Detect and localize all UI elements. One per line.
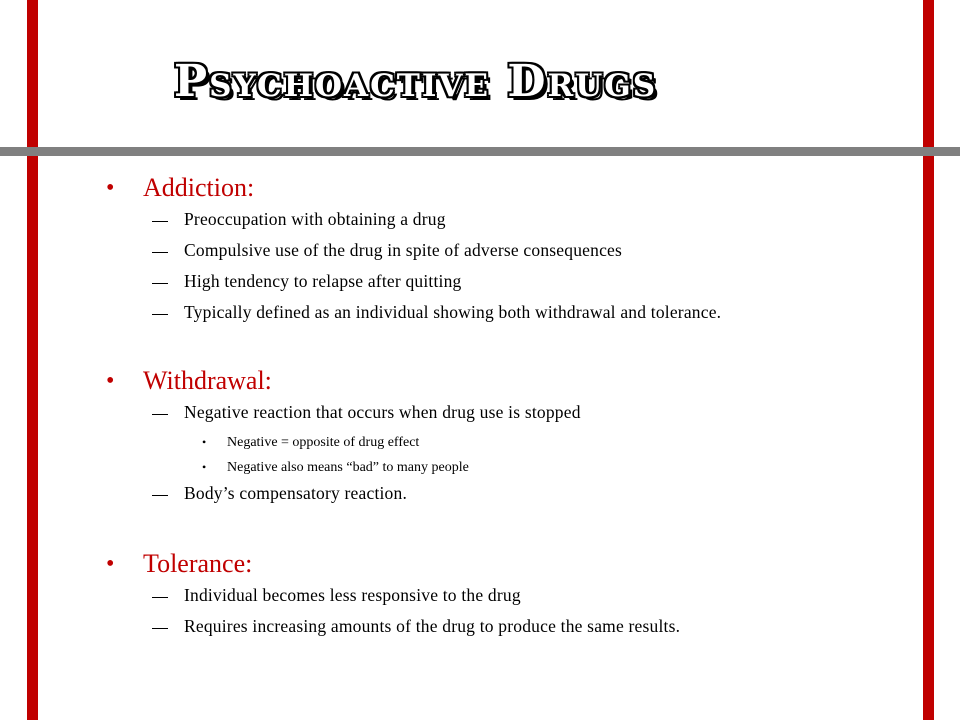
list-item [106, 302, 896, 333]
list-item [106, 209, 896, 240]
list-item [106, 271, 896, 302]
slide-title: Psychoactive Drugs [174, 56, 658, 107]
list-item-text: High tendency to relapse after quitting [184, 271, 462, 291]
bullet-icon: • [106, 368, 115, 394]
section-heading: Tolerance: [143, 549, 253, 578]
sub-list-item-text: Negative also means “bad” to many people [227, 460, 469, 475]
list-item [106, 402, 896, 433]
list-item-text: Negative reaction that occurs when drug use is stopped [184, 402, 581, 422]
dash-icon [152, 414, 168, 416]
section-heading-row [106, 366, 896, 402]
list-item-text: Body’s compensatory reaction. [184, 483, 408, 503]
list-item-text: Compulsive use of the drug in spite of adverse consequences [184, 240, 623, 260]
sub-list-item-text: Negative = opposite of drug effect [227, 435, 420, 450]
list-item-text: Individual becomes less responsive to the drug [184, 585, 521, 605]
dash-icon [152, 283, 168, 285]
section-heading-row [106, 173, 896, 209]
left-red-border [27, 0, 38, 720]
section-withdrawal [106, 366, 896, 514]
section-heading: Withdrawal: [143, 366, 272, 395]
list-item-text: Typically defined as an individual showing both withdrawal and tolerance. [184, 302, 722, 322]
sub-list-item [106, 458, 896, 483]
bullet-icon: • [202, 460, 207, 474]
list-item [106, 585, 896, 616]
section-heading: Addiction: [143, 173, 255, 202]
dash-icon [152, 252, 168, 254]
sub-list-item [106, 433, 896, 458]
title-divider [0, 147, 960, 156]
section-heading-row [106, 549, 896, 585]
section-addiction [106, 173, 896, 333]
list-item-text: Preoccupation with obtaining a drug [184, 209, 446, 229]
list-item [106, 483, 896, 514]
section-tolerance [106, 549, 896, 647]
list-item-text: Requires increasing amounts of the drug to produce the same results. [184, 616, 681, 636]
list-item [106, 240, 896, 271]
bullet-icon: • [106, 175, 115, 201]
dash-icon [152, 628, 168, 630]
dash-icon [152, 221, 168, 223]
bullet-icon: • [106, 551, 115, 577]
right-red-border [923, 0, 934, 720]
dash-icon [152, 597, 168, 599]
list-item [106, 616, 896, 647]
bullet-icon: • [202, 435, 207, 449]
dash-icon [152, 495, 168, 497]
dash-icon [152, 314, 168, 316]
